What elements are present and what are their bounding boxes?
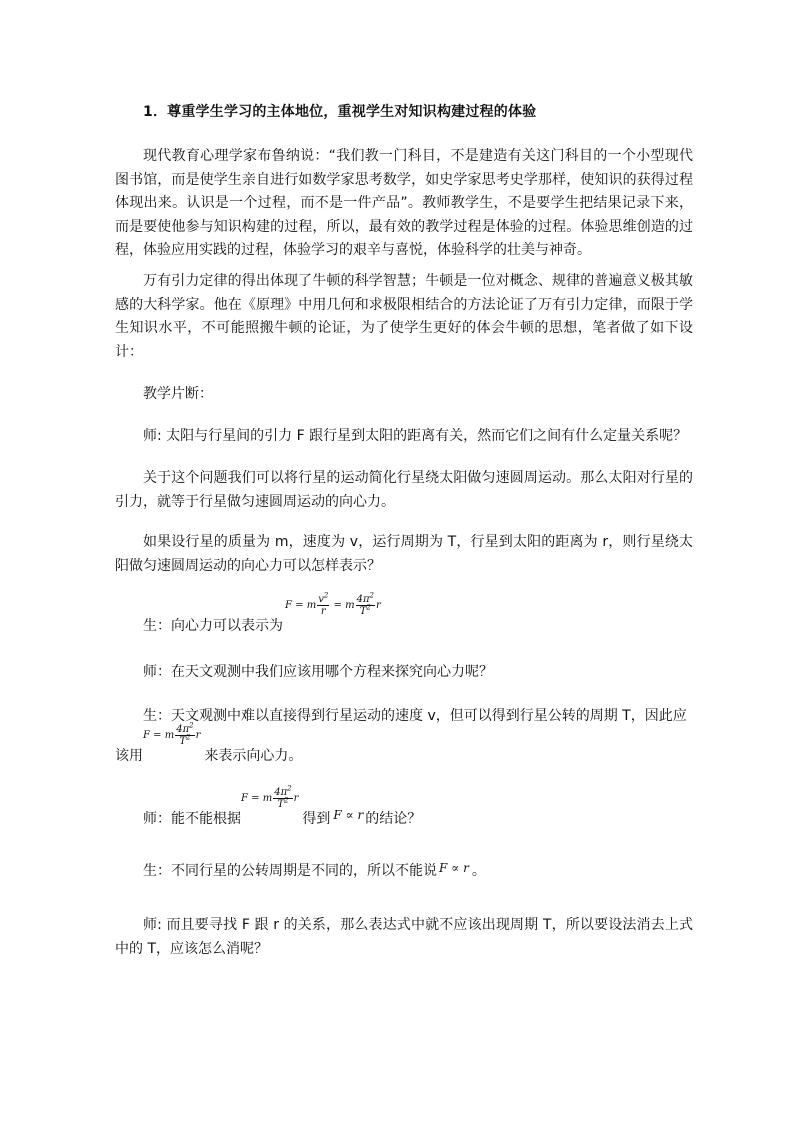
force-period-formula-2: F = m $\frac{4\pi^2}{T^2}$ r [241,784,299,810]
student-answer-3 [143,860,486,880]
student-answer-3-suffix: 。 [471,863,486,879]
teacher-question-3-middle: 得到 [302,810,331,827]
teacher-question-1: 师: 太阳与行星间的引力 F 跟行星到太阳的距离有关，然而它们之间有什么定量关系呢？ [143,428,688,444]
paragraph-simplification: 关于这个问题我们可以将行星的运动简化行星绕太阳做匀速圆周运动。那么太阳对行星的引力，就等于行星做匀速圆周运动的向心力。 [115,470,693,510]
teacher-question-3-prefix: 师：能不能根据 [143,810,241,827]
student-answer-1-text: 生：向心力可以表示为 [143,617,283,634]
paragraph-bruner-quote: 现代教育心理学家布鲁纳说：“我们教一门科目，不是建造有关这门科目的一个小型现代图书馆，而是使学生亲自进行如数学家思考数学，如史学家思考史学那样，使知识的获得过程体现出来。认识是一个过程，而不是一件产品”。教师教学生，不是要学生把结果记录下来，而是要使他参与知识构建的过程，所以，最有效的教学过程是体验的过程。体验思维创造的过程，体验应用实践的过程，体验学习的艰辛与喜悦，体验科学的壮美与神奇。 [115,148,693,258]
teacher-question-3 [143,784,422,827]
student-answer-2-prefix: 该用 [115,747,143,764]
proportional-formula-2: F ∝ r [439,861,469,875]
centripetal-force-formula: F = m $\frac{v^2}{r}$ = m $\frac{4\pi^2}{T^2}$ r [285,591,381,617]
student-answer-2-line-2 [115,721,303,764]
student-answer-1 [143,591,381,634]
section-heading: 1．尊重学生学习的主体地位，重视学生对知识构建过程的体验 [143,104,537,120]
student-answer-2-line-1: 生：天文观测中难以直接得到行星运动的速度 v，但可以得到行星公转的周期 T，因此应 [143,708,687,724]
teacher-question-4: 师: 而且要寻找 F 跟 r 的关系，那么表达式中就不应该出现周期 T，所以要设法消去上式中的 T，应该怎么消呢？ [115,917,693,957]
proportional-formula-1: F ∝ r [333,807,364,822]
student-answer-2-suffix: 来表示向心力。 [204,747,303,764]
teacher-question-2: 师：在天文观测中我们应该用哪个方程来探究向心力呢？ [143,664,493,680]
force-period-formula-1: F = m $\frac{4\pi^2}{T^2}$ r [143,721,201,747]
student-answer-3-text: 生：不同行星的公转周期是不同的，所以不能说 [143,863,437,879]
teaching-fragment-label: 教学片断： [143,386,213,402]
paragraph-newton: 万有引力定律的得出体现了牛顿的科学智慧；牛顿是一位对概念、规律的普遍意义极其敏感的大科学家。他在《原理》中用几何和求极限相结合的方法论证了万有引力定律，而限于学生知识水平，不可能照搬牛顿的论证，为了使学生更好的体会牛顿的思想，笔者做了如下设计： [115,273,693,360]
teacher-question-3-suffix: 的结论？ [365,810,422,827]
paragraph-setup: 如果设行星的质量为 m，速度为 v，运行周期为 T，行星到太阳的距离为 r，则行星绕太阳做匀速圆周运动的向心力可以怎样表示？ [115,534,693,574]
